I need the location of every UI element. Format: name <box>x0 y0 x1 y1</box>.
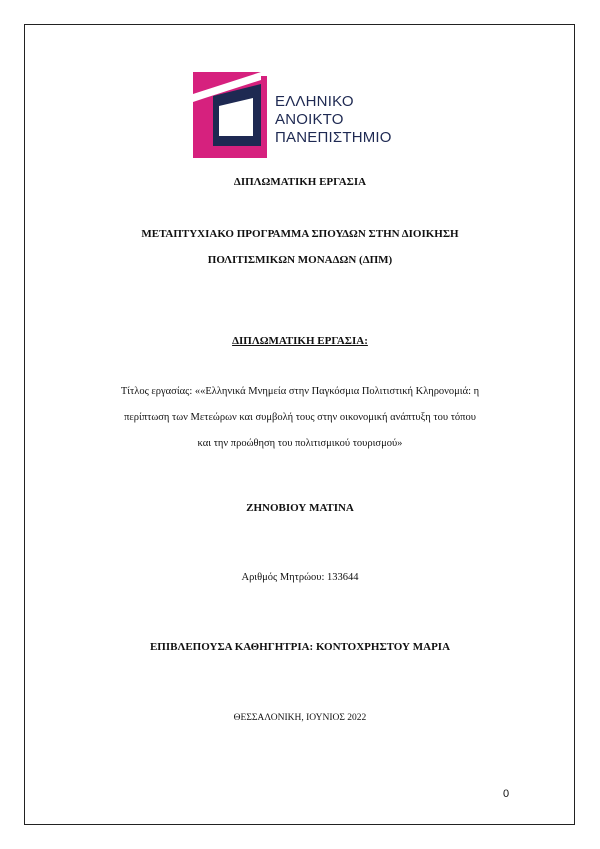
logo-line-3: ΠΑΝΕΠΙΣΤΗΜΙΟ <box>275 129 392 146</box>
logo-line-1: ΕΛΛΗΝΙΚΟ <box>275 93 354 110</box>
author-name: ΖΗΝΟΒΙΟΥ ΜΑΤΙΝΑ <box>246 502 354 514</box>
university-logo <box>193 72 413 158</box>
thesis-title-line-2: περίπτωση των Μετεώρων και συμβολή τους στην οικονομική ανάπτυξη του τόπου <box>124 412 476 423</box>
thesis-title-line-1: Τίτλος εργασίας: ««Ελληνικά Μνημεία στην Παγκόσμια Πολιτιστική Κληρονομιά: η <box>120 386 480 397</box>
supervisor: ΕΠΙΒΛΕΠΟΥΣΑ ΚΑΘΗΓΗΤΡΙΑ: ΚΟΝΤΟΧΡΗΣΤΟΥ ΜΑΡΙΑ <box>149 641 451 653</box>
place-date: ΘΕΣΣΑΛΟΝΙΚΗ, ΙΟΥΝΙΟΣ 2022 <box>233 713 367 723</box>
document-heading: ΔΙΠΛΩΜΑΤΙΚΗ ΕΡΓΑΣΙΑ <box>233 176 367 188</box>
registration-number: Αριθμός Μητρώου: 133644 <box>241 572 359 583</box>
thesis-label: ΔΙΠΛΩΜΑΤΙΚΗ ΕΡΓΑΣΙΑ: <box>232 335 368 347</box>
program-line-1: ΜΕΤΑΠΤΥΧΙΑΚΟ ΠΡΟΓΡΑΜΜΑ ΣΠΟΥΔΩΝ ΣΤΗΝ ΔΙΟΙΚΗΣΗ <box>141 228 459 240</box>
page-number: 0 <box>503 788 510 800</box>
eap-logo-mark-icon <box>193 72 273 158</box>
logo-line-2: ΑΝΟΙΚΤΟ <box>275 111 344 128</box>
thesis-title-line-3: και την προώθηση του πολιτισμικού τουρισμού» <box>197 438 403 449</box>
logo-wordmark <box>275 93 392 147</box>
program-line-2: ΠΟΛΙΤΙΣΜΙΚΩΝ ΜΟΝΑΔΩΝ (ΔΠΜ) <box>207 254 393 266</box>
